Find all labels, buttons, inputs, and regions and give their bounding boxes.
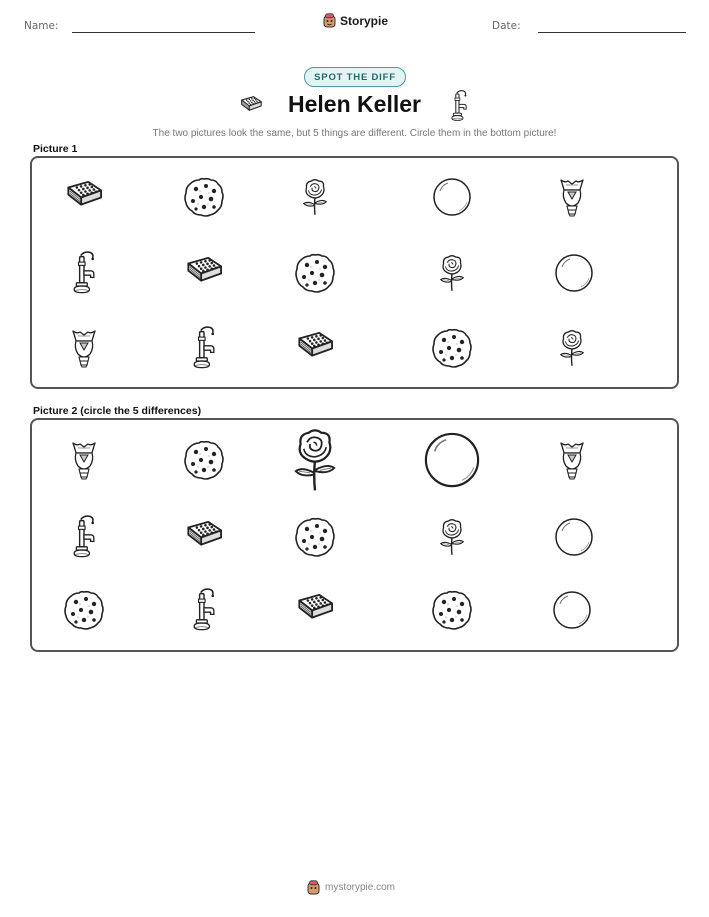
picture-1-label: Picture 1	[33, 143, 78, 155]
name-label: Name:	[24, 20, 59, 32]
braille-book-icon[interactable]	[295, 330, 335, 367]
marble-icon[interactable]	[423, 431, 481, 489]
braille-book-icon[interactable]	[184, 519, 224, 556]
brand-name: Storypie	[340, 13, 389, 28]
rose-icon[interactable]	[437, 254, 467, 292]
larynx-icon[interactable]	[70, 328, 98, 368]
water-pump-icon[interactable]	[192, 588, 216, 632]
date-line[interactable]	[538, 32, 686, 33]
braille-book-icon[interactable]	[184, 255, 224, 292]
storypie-mascot-icon	[323, 13, 336, 28]
larynx-icon[interactable]	[70, 440, 98, 480]
instructions: The two pictures look the same, but 5 things are different. Circle them in the bottom picture!	[152, 128, 557, 139]
spot-the-diff-badge: SPOT THE DIFF	[304, 67, 406, 87]
marble-icon[interactable]	[554, 517, 594, 557]
picture-2-panel[interactable]	[30, 418, 679, 652]
larynx-icon[interactable]	[558, 440, 586, 480]
cookie-icon[interactable]	[432, 590, 472, 630]
rose-icon[interactable]	[300, 178, 330, 216]
water-pump-icon[interactable]	[192, 326, 216, 370]
marble-icon[interactable]	[432, 177, 472, 217]
date-label: Date:	[492, 20, 521, 32]
cookie-icon[interactable]	[432, 328, 472, 368]
water-pump-icon[interactable]	[72, 251, 96, 295]
brand-logo	[323, 13, 388, 28]
marble-icon[interactable]	[552, 590, 592, 630]
rose-icon[interactable]	[437, 518, 467, 556]
picture-1-panel[interactable]	[30, 156, 679, 389]
cookie-icon[interactable]	[184, 177, 224, 217]
page-title: Helen Keller	[288, 91, 421, 117]
cookie-icon[interactable]	[64, 590, 104, 630]
rose-icon[interactable]	[288, 428, 342, 492]
braille-book-icon[interactable]	[295, 592, 335, 629]
rose-icon[interactable]	[557, 329, 587, 367]
footer-site: mystorypie.com	[325, 882, 396, 893]
water-pump-icon[interactable]	[72, 515, 96, 559]
name-line[interactable]	[72, 32, 255, 33]
braille-book-icon[interactable]	[64, 179, 104, 216]
cookie-icon[interactable]	[184, 440, 224, 480]
cookie-icon[interactable]	[295, 253, 335, 293]
larynx-icon[interactable]	[558, 177, 586, 217]
cookie-icon[interactable]	[295, 517, 335, 557]
footer	[307, 880, 395, 895]
marble-icon[interactable]	[554, 253, 594, 293]
picture-2-label: Picture 2 (circle the 5 differences)	[33, 405, 202, 417]
water-pump-icon	[448, 90, 470, 122]
storypie-mascot-icon	[307, 880, 320, 895]
